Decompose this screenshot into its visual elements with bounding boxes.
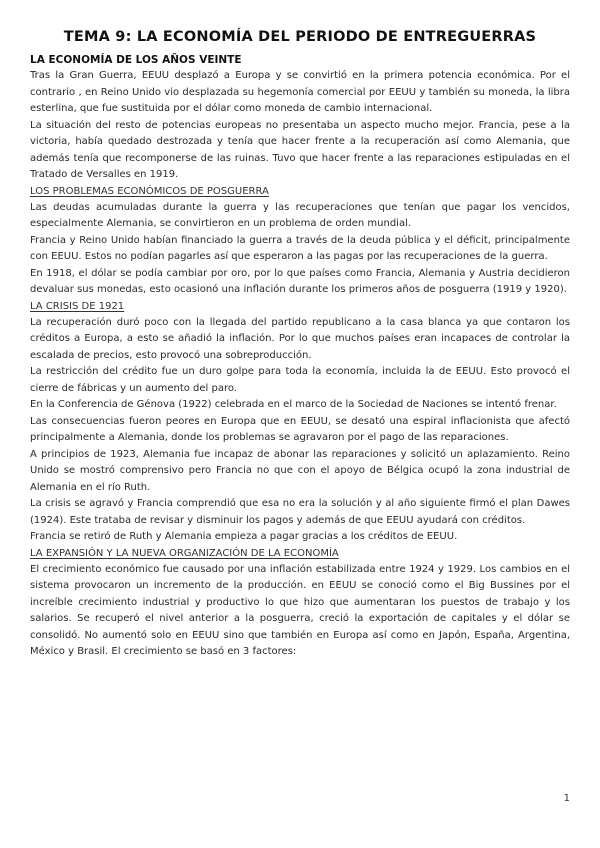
section-heading-expansion: LA EXPANSIÓN Y LA NUEVA ORGANIZACIÓN DE LA ECONOMÍA <box>30 547 339 559</box>
paragraph: Francia se retiró de Ruth y Alemania empieza a pagar gracias a los créditos de EEUU. <box>30 531 458 542</box>
page-number: 1 <box>563 793 570 804</box>
paragraph: En 1918, el dólar se podía cambiar por oro, por lo que países como Francia, Alemania y Austria decidieron devaluar sus monedas, esto ocasionó una inflación durante los primeros años de posguerra (1919 y 1920). <box>30 267 570 295</box>
paragraph: A principios de 1923, Alemania fue incapaz de abonar las reparaciones y solicitó un aplazamiento. Reino Unido se mostró comprensivo pero Francia no que con el apoyo de Bélgica ocupó la zona industrial de Alemania en el río Ruth. <box>30 448 570 493</box>
paragraph: Tras la Gran Guerra, EEUU desplazó a Europa y se convirtió en la primera potencia económica. Por el contrario , en Reino Unido vio desplazada su hegemonía comercial por EEUU y también su moneda, la libra esterlina, que fue sustituida por el dólar como moneda de cambio internacional. <box>30 70 570 114</box>
paragraph: La situación del resto de potencias europeas no presentaba un aspecto mucho mejor. Francia, pese a la victoria, había quedado destrozada y tenía que hacer frente a la recuperación así como Alemania, que además tenía que recomponerse de las ruinas. Tuvo que hacer frente a las reparaciones estipuladas en el Tratado de Versalles en 1919. <box>30 119 570 180</box>
paragraph: La recuperación duró poco con la llegada del partido republicano a la casa blanca ya que contaron los créditos a Europa, a esto se añadió la inflación. Por lo que muchos países eran incapaces de controlar la escalada de precios, esto provocó una sobreproducción. <box>30 316 570 361</box>
document-page <box>30 28 570 661</box>
paragraph: La restricción del crédito fue un duro golpe para toda la economía, incluida la de EEUU. Esto provocó el cierre de fábricas y un aumento del paro. <box>30 366 570 394</box>
paragraph: En la Conferencia de Génova (1922) celebrada en el marco de la Sociedad de Naciones se intentó frenar. <box>30 399 557 410</box>
paragraph: Las consecuencias fueron peores en Europa que en EEUU, se desató una espiral inflacionista que afectó principalmente a Alemania, donde los problemas se agravaron por el pago de las reparaciones. <box>30 415 570 443</box>
section-heading-anos-veinte: LA ECONOMÍA DE LOS AÑOS VEINTE <box>30 54 242 66</box>
section-heading-problemas-posguerra: LOS PROBLEMAS ECONÓMICOS DE POSGUERRA <box>30 185 269 197</box>
paragraph: Las deudas acumuladas durante la guerra y las recuperaciones que tenían que pagar los vencidos, especialmente Alemania, se convirtieron en un problema de orden mundial. <box>30 201 570 229</box>
section-heading-crisis-1921: LA CRISIS DE 1921 <box>30 300 125 312</box>
paragraph: El crecimiento económico fue causado por una inflación estabilizada entre 1924 y 1929. Los cambios en el sistema provocaron un incremento de la producción. en EEUU se conoció como el Big Bussines por el increíble crecimiento industrial y productivo lo que hizo que aumentaran los puestos de trabajo y los salarios. Se recuperó el nivel anterior a la posguerra, creció la exportación de capitales y el dólar se consolidó. No aumentó solo en EEUU sino que también en Europa así como en Japón, España, Argentina, México y Brasil. El crecimiento se basó en 3 factores: <box>30 563 570 657</box>
paragraph: La crisis se agravó y Francia comprendió que esa no era la solución y al año siguiente firmó el plan Dawes (1924). Este trataba de revisar y disminuir los pagos y además de que EEUU ayudará con créditos. <box>30 498 570 526</box>
document-title: TEMA 9: LA ECONOMÍA DEL PERIODO DE ENTREGUERRAS <box>63 29 537 45</box>
paragraph: Francia y Reino Unido habían financiado la guerra a través de la deuda pública y el déficit, principalmente con EEUU. Estos no podían pagarles así que esperaron a las pagas por las recuperaciones de la guerra. <box>30 234 570 262</box>
